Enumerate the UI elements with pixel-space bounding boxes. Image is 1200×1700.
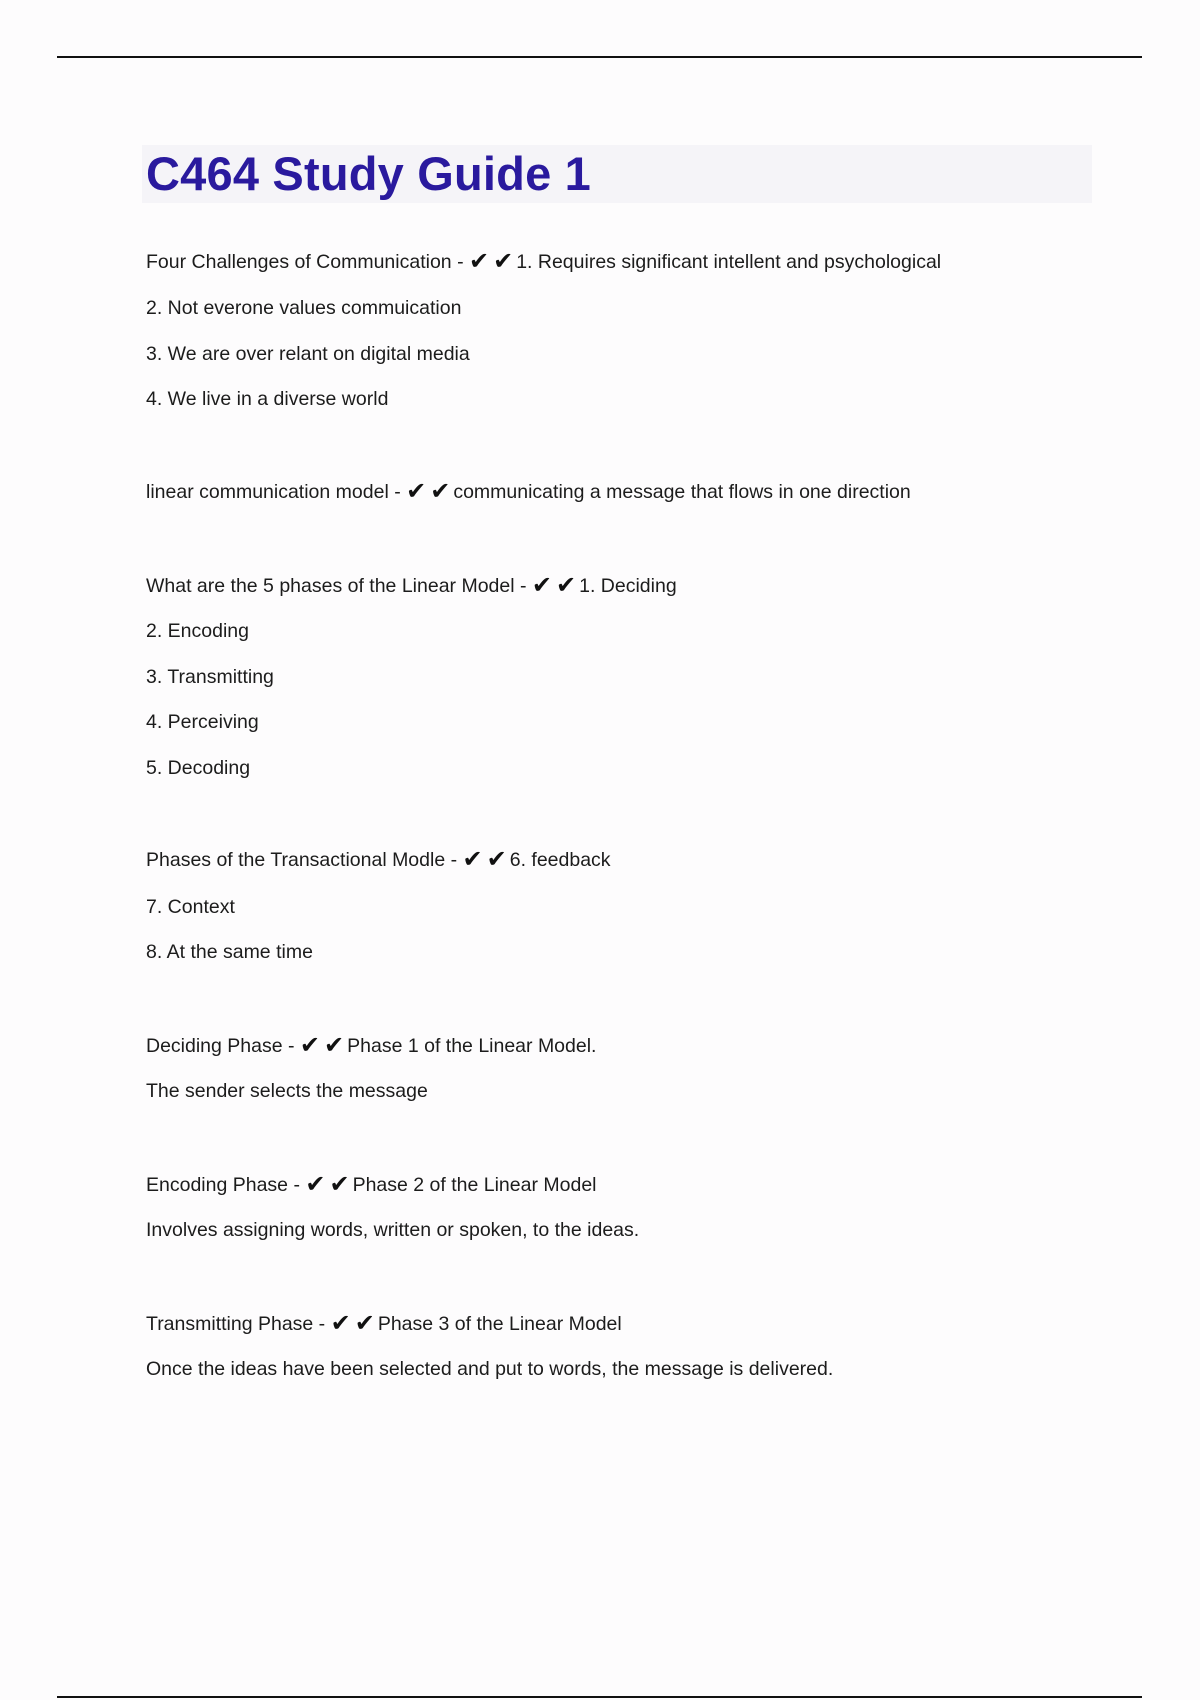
bottom-rule: [57, 1696, 1142, 1698]
entry-answer: Phase 1 of the Linear Model.: [347, 1035, 597, 1057]
checkmark-icon: ✔: [329, 1170, 350, 1198]
entry-term: What are the 5 phases of the Linear Model -: [146, 575, 532, 597]
entry-answer-line: The sender selects the message: [146, 1080, 428, 1102]
checkmark-icon: ✔: [305, 1170, 326, 1198]
entry-answer-line: Once the ideas have been selected and put to words, the message is delivered.: [146, 1358, 834, 1380]
entry-answer-line: 2. Encoding: [146, 620, 249, 642]
entry-answer-line: 2. Not everone values commuication: [146, 297, 462, 319]
entry-answer-line: Involves assigning words, written or spoken, to the ideas.: [146, 1219, 640, 1241]
entry-question-line: [146, 1172, 597, 1198]
entry-answer-line: 5. Decoding: [146, 757, 251, 779]
top-rule: [57, 56, 1142, 58]
entry-question-line: [146, 249, 941, 275]
entry-question-line: [146, 847, 611, 873]
checkmark-icon: ✔: [430, 477, 451, 505]
entry-answer-line: 3. Transmitting: [146, 666, 274, 688]
page-title: C464 Study Guide 1: [146, 147, 592, 200]
checkmark-icon: ✔: [493, 247, 514, 275]
entry-answer: Phase 3 of the Linear Model: [377, 1313, 622, 1335]
entry-term: linear communication model -: [146, 481, 407, 503]
entry-answer: 1. Deciding: [579, 575, 677, 597]
checkmark-icon: ✔: [406, 477, 427, 505]
entry-answer-line: 8. At the same time: [146, 941, 313, 963]
entry-answer: 6. feedback: [509, 849, 611, 871]
checkmark-icon: ✔: [354, 1309, 375, 1337]
checkmark-icon: ✔: [468, 247, 490, 275]
entry-term: Phases of the Transactional Modle -: [146, 849, 463, 871]
checkmark-icon: ✔: [486, 845, 507, 873]
entry-answer-line: 3. We are over relant on digital media: [146, 343, 470, 365]
entry-term: Deciding Phase -: [146, 1035, 300, 1057]
entry-term: Transmitting Phase -: [146, 1313, 331, 1335]
checkmark-icon: ✔: [556, 571, 577, 599]
entry-term: Four Challenges of Communication -: [146, 251, 469, 273]
entry-term: Encoding Phase -: [146, 1174, 306, 1196]
entry-answer-line: 4. We live in a diverse world: [146, 388, 389, 410]
entry-answer-line: 4. Perceiving: [146, 711, 259, 733]
entry-question-line: [146, 1311, 622, 1337]
entry-question-line: [146, 479, 911, 505]
entry-answer-line: 7. Context: [146, 896, 235, 918]
entry-answer: Phase 2 of the Linear Model: [352, 1174, 597, 1196]
entry-answer: 1. Requires significant intellent and psychological: [516, 251, 942, 273]
entry-answer: communicating a message that flows in one direction: [453, 481, 911, 503]
checkmark-icon: ✔: [531, 571, 552, 599]
checkmark-icon: ✔: [330, 1309, 351, 1337]
checkmark-icon: ✔: [299, 1031, 321, 1059]
entry-question-line: [146, 1033, 596, 1059]
checkmark-icon: ✔: [324, 1031, 345, 1059]
entry-question-line: [146, 573, 677, 599]
checkmark-icon: ✔: [462, 845, 483, 873]
